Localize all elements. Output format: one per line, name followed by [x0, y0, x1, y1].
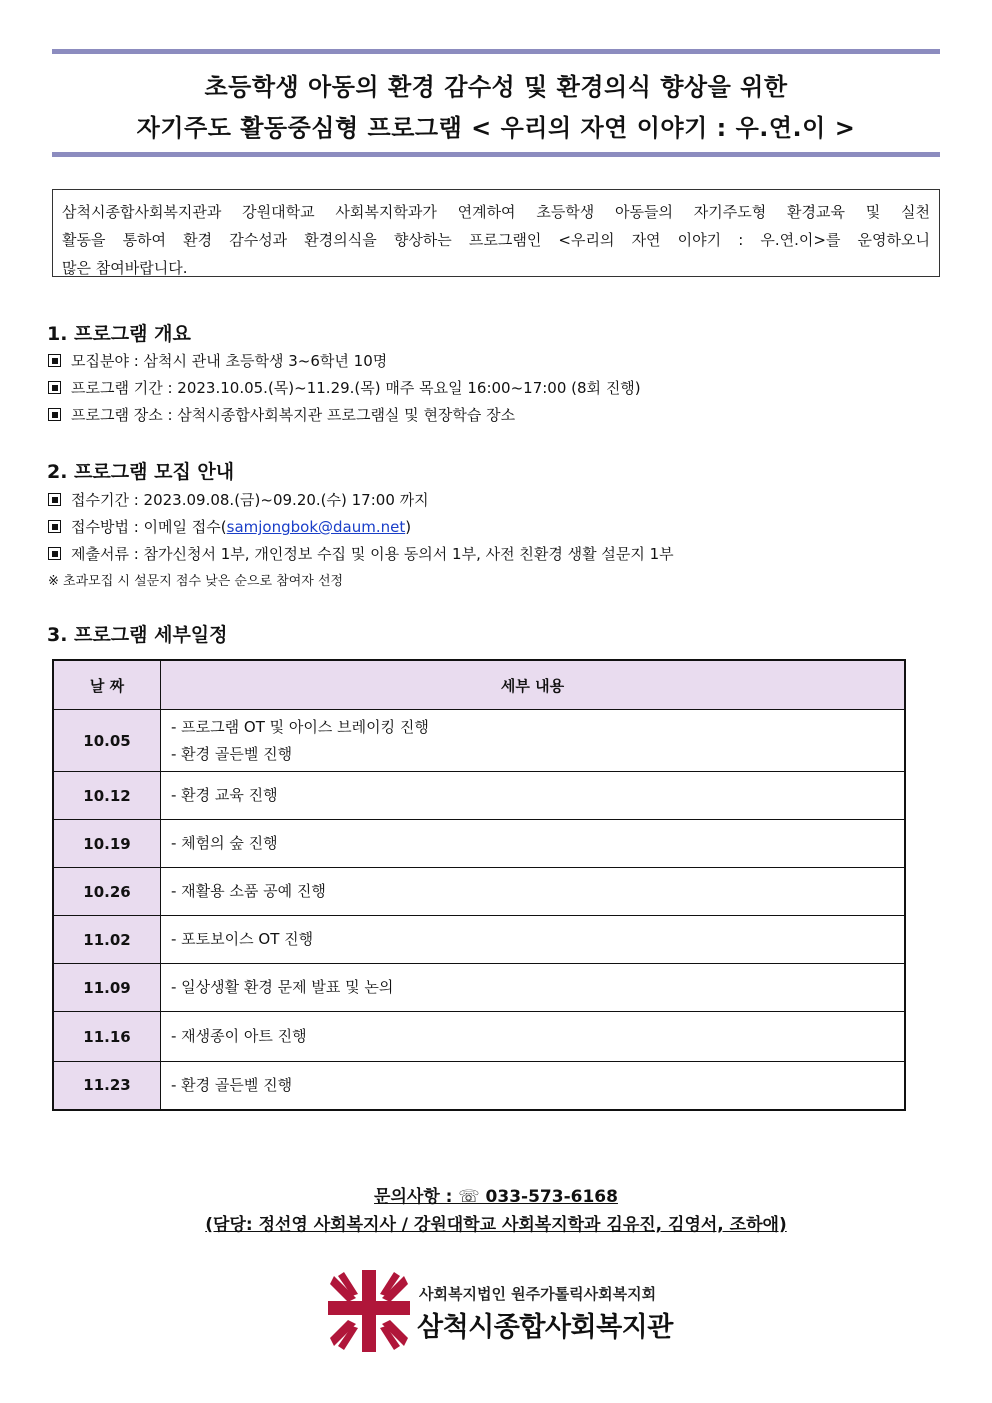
table-header-row: [53, 660, 905, 710]
row-detail: - 프로그램 OT 및 아이스 브레이킹 진행 - 환경 골든벨 진행: [161, 710, 906, 772]
checkbox-bullet-icon: [48, 408, 61, 421]
checkbox-bullet-icon: [48, 493, 61, 506]
row-date: 10.26: [53, 868, 161, 916]
section1-item: 프로그램 기간 : 2023.10.05.(목)~11.29.(목) 매주 목요일 16:00~17:00 (8회 진행): [48, 377, 641, 398]
email-link[interactable]: samjongbok@daum.net: [226, 518, 406, 536]
checkbox-bullet-icon: [48, 354, 61, 367]
org-subtitle: 사회복지법인 원주가톨릭사회복지회: [419, 1285, 657, 1303]
page-title-line1: 초등학생 아동의 환경 감수성 및 환경의식 향상을 위한: [204, 73, 788, 101]
bottom-rule: [52, 152, 940, 157]
section1-heading: 1. 프로그램 개요: [47, 323, 191, 345]
section3-heading: 3. 프로그램 세부일정: [47, 624, 228, 646]
checkbox-bullet-icon: [48, 547, 61, 560]
row-date: 10.12: [53, 772, 161, 820]
table-row: [53, 868, 905, 916]
row-date: 11.09: [53, 964, 161, 1012]
row-date: 11.16: [53, 1012, 161, 1062]
section1-item: 프로그램 장소 : 삼척시종합사회복지관 프로그램실 및 현장학습 장소: [48, 404, 515, 425]
intro-line3: 많은 참여바랍니다.: [62, 259, 188, 277]
section1-item: 모집분야 : 삼척시 관내 초등학생 3~6학년 10명: [48, 350, 387, 371]
col-date-header: 날 짜: [53, 660, 161, 710]
section2-item: 접수방법 : 이메일 접수(samjongbok@daum.net): [48, 516, 411, 537]
table-row: [53, 1012, 905, 1062]
contact-line1: 문의사항 : ☏ 033-573-6168: [374, 1187, 618, 1207]
row-detail: - 일상생활 환경 문제 발표 및 논의: [161, 964, 906, 1012]
section2-heading: 2. 프로그램 모집 안내: [47, 461, 235, 483]
intro-line2: 활동을 통하여 환경 감수성과 환경의식을 향상하는 프로그램인 <우리의 자연 이야기 : 우.연.이>를 운영하오니: [62, 231, 930, 249]
table-row: [53, 964, 905, 1012]
table-row: [53, 916, 905, 964]
checkbox-bullet-icon: [48, 520, 61, 533]
caritas-flame-cross-icon: [326, 1268, 412, 1354]
contact-line2: (담당: 정선영 사회복지사 / 강원대학교 사회복지학과 김유진, 김영서, 조하애): [205, 1215, 787, 1235]
row-date: 11.02: [53, 916, 161, 964]
section2-item: 제출서류 : 참가신청서 1부, 개인정보 수집 및 이용 동의서 1부, 사전 친환경 생활 설문지 1부: [48, 543, 674, 564]
row-detail: - 재활용 소품 공예 진행: [161, 868, 906, 916]
table-row: [53, 772, 905, 820]
intro-box: [52, 189, 940, 277]
row-detail: - 포토보이스 OT 진행: [161, 916, 906, 964]
page-title-line2: 자기주도 활동중심형 프로그램 < 우리의 자연 이야기 : 우.연.이 >: [136, 114, 856, 142]
row-detail: - 환경 교육 진행: [161, 772, 906, 820]
top-rule: [52, 49, 940, 54]
row-detail: - 재생종이 아트 진행: [161, 1012, 906, 1062]
table-row: [53, 820, 905, 868]
row-detail: - 환경 골든벨 진행: [161, 1062, 906, 1110]
intro-line1: 삼척시종합사회복지관과 강원대학교 사회복지학과가 연계하여 초등학생 아동들의 자기주도형 환경교육 및 실천: [62, 203, 930, 221]
table-row: [53, 1062, 905, 1110]
row-date: 10.19: [53, 820, 161, 868]
row-date: 11.23: [53, 1062, 161, 1110]
checkbox-bullet-icon: [48, 381, 61, 394]
table-row: [53, 710, 905, 772]
row-date: 10.05: [53, 710, 161, 772]
row-detail: - 체험의 숲 진행: [161, 820, 906, 868]
section2-item: 접수기간 : 2023.09.08.(금)~09.20.(수) 17:00 까지: [48, 489, 429, 510]
org-name: 삼척시종합사회복지관: [417, 1312, 673, 1343]
schedule-table: [52, 659, 906, 1111]
col-detail-header: 세부 내용: [161, 660, 906, 710]
section2-note: ※ 초과모집 시 설문지 점수 낮은 순으로 참여자 선정: [48, 574, 344, 589]
